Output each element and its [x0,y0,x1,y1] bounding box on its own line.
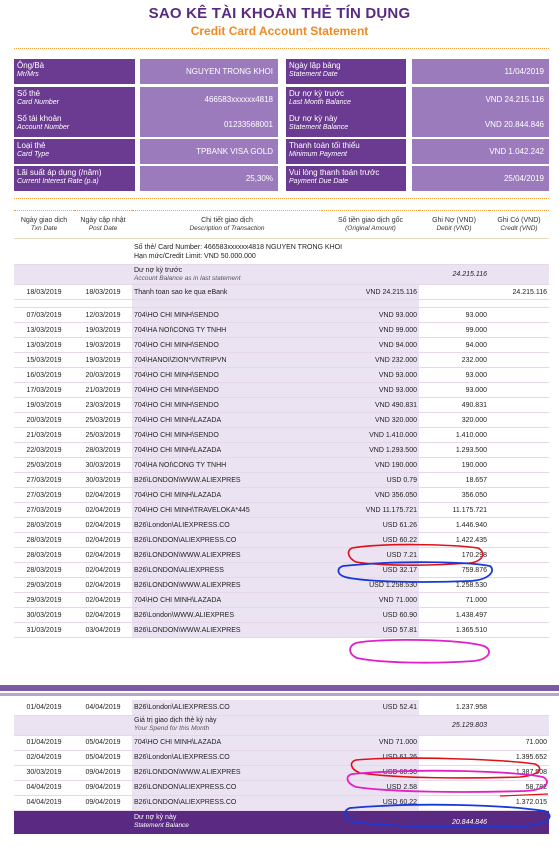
table-row [14,383,549,398]
original-amount-cell: VND 99.000 [322,323,419,338]
original-amount-cell: USD 60.90 [322,765,419,780]
summary-right-label-4 [286,166,406,191]
header-txn-date: Ngày giao dịch Txn Date [14,211,74,239]
txn-date-cell: 31/03/2019 [14,623,74,638]
credit-cell [489,353,549,368]
credit-cell [489,338,549,353]
debit-cell: 93.000 [419,368,489,383]
table-row [14,780,549,795]
summary-left-label-4 [14,166,135,191]
description-cell: B26\London\ALIEXPRESS.CO [132,700,322,715]
post-date-cell: 19/03/2019 [74,353,132,368]
txn-date-cell: 28/03/2019 [14,548,74,563]
debit-cell: 1.438.497 [419,608,489,623]
header-original-amount: Số tiền giao dịch gốc (Original Amount) [322,211,419,239]
closing-balance-row [14,810,549,834]
previous-balance-value: 24.215.116 [419,265,489,285]
magenta-circle-mark-1 [350,640,489,663]
table-row [14,353,549,368]
original-amount-cell: USD 61.26 [322,518,419,533]
card-info: Số thẻ/ Card Number: 466583xxxxxx4818 NGUYEN TRONG KHOI Hạn mức/Credit Limit: VND 50.000.000 [132,239,549,265]
post-date-cell: 02/04/2019 [74,563,132,578]
post-date-cell: 28/03/2019 [74,443,132,458]
summary-right-value-4: 25/04/2019 [412,166,549,191]
summary-left-value-2: 01233568001 [140,112,278,137]
debit-cell [419,285,489,300]
post-date-cell: 21/03/2019 [74,383,132,398]
debit-cell: 170.298 [419,548,489,563]
debit-cell: 99.000 [419,323,489,338]
original-amount-cell: VND 490.831 [322,398,419,413]
description-cell: B26\London\ALIEXPRESS.CO [132,518,322,533]
credit-cell [489,383,549,398]
credit-cell [489,578,549,593]
description-cell: B26\LONDON\WWW.ALIEXPRES [132,765,322,780]
post-date-cell: 19/03/2019 [74,323,132,338]
post-date-cell: 03/04/2019 [74,623,132,638]
debit-cell: 232.000 [419,353,489,368]
post-date-cell: 02/04/2019 [74,578,132,593]
summary-left-label-2 [14,112,135,137]
original-amount-cell: VND 24.215.116 [322,285,419,300]
table-spacer [14,300,549,308]
description-cell: 704\HO CHI MINH\SENDO [132,383,322,398]
table-row [14,285,549,300]
txn-date-cell: 04/04/2019 [14,795,74,810]
post-date-cell: 02/04/2019 [74,548,132,563]
post-date-cell: 04/04/2019 [74,700,132,715]
txn-date-cell: 13/03/2019 [14,323,74,338]
summary-label-text: Số tài khoản [17,114,62,123]
debit-cell: 356.050 [419,488,489,503]
debit-cell: 1.365.510 [419,623,489,638]
summary-label-sub: Current Interest Rate (p.a) [17,178,99,185]
closing-balance-value: 20.844.846 [419,810,489,834]
txn-date-cell: 27/03/2019 [14,488,74,503]
summary-label-sub: Mr/Mrs [17,71,39,78]
table-row [14,458,549,473]
table-row [14,623,549,638]
credit-cell [489,503,549,518]
txn-date-cell: 01/04/2019 [14,735,74,750]
credit-cell [489,473,549,488]
table-row [14,398,549,413]
debit-cell [419,750,489,765]
table-row [14,443,549,458]
description-cell: Thanh toan sao ke qua eBank [132,285,322,300]
card-info-row [14,239,549,265]
description-cell: 704\HO CHI MINH\LAZADA [132,413,322,428]
credit-cell [489,608,549,623]
table-row [14,765,549,780]
txn-date-cell: 30/03/2019 [14,608,74,623]
txn-date-cell: 27/03/2019 [14,473,74,488]
original-amount-cell: VND 1.293.500 [322,443,419,458]
table-row [14,593,549,608]
description-cell: B26\LONDON\ALIEXPRESS.CO [132,780,322,795]
summary-right-value-1: VND 24.215.116 [412,87,549,112]
debit-cell: 71.000 [419,593,489,608]
description-cell: 704\HO CHI MINH\LAZADA [132,443,322,458]
summary-label-sub: Card Number [17,99,60,106]
table-row [14,323,549,338]
txn-date-cell: 17/03/2019 [14,383,74,398]
summary-label-sub: Account Number [17,124,70,131]
debit-cell: 320.000 [419,413,489,428]
description-cell: 704\HO CHI MINH\LAZADA [132,593,322,608]
debit-cell [419,735,489,750]
credit-cell [489,398,549,413]
original-amount-cell: VND 71.000 [322,735,419,750]
credit-cell [489,428,549,443]
txn-date-cell: 21/03/2019 [14,428,74,443]
description-cell: 704\HO CHI MINH\SENDO [132,398,322,413]
original-amount-cell: VND 11.175.721 [322,503,419,518]
original-amount-cell: VND 232.000 [322,353,419,368]
description-cell: B26\London\WWW.ALIEXPRES [132,608,322,623]
txn-date-cell: 07/03/2019 [14,308,74,323]
closing-balance-label: Dư nợ kỳ này Statement Balance [132,810,322,834]
table-row [14,428,549,443]
summary-label-text: Dư nợ kỳ này [289,114,338,123]
summary-right-value-2: VND 20.844.846 [412,112,549,137]
summary-right-label-1 [286,87,406,112]
txn-date-cell: 25/03/2019 [14,458,74,473]
post-date-cell: 02/04/2019 [74,488,132,503]
table-row [14,563,549,578]
original-amount-cell: VND 71.000 [322,593,419,608]
description-cell: 704\HO CHI MINH\LAZADA [132,735,322,750]
credit-cell: 1.387.508 [489,765,549,780]
txn-date-cell: 01/04/2019 [14,700,74,715]
description-cell: B26\LONDON\ALIEXPRESS.CO [132,533,322,548]
summary-label-sub: Card Type [17,151,50,158]
debit-cell: 11.175.721 [419,503,489,518]
original-amount-cell: VND 190.000 [322,458,419,473]
summary-left-label-3 [14,139,135,164]
previous-balance-row [14,265,549,285]
summary-left-value-3: TPBANK VISA GOLD [140,139,278,164]
txn-date-cell: 18/03/2019 [14,285,74,300]
original-amount-cell: USD 60.22 [322,533,419,548]
header-description: Chi tiết giao dịch Description of Transaction [132,211,322,239]
txn-date-cell: 04/04/2019 [14,780,74,795]
credit-cell [489,443,549,458]
txn-date-cell: 20/03/2019 [14,413,74,428]
post-date-cell: 02/04/2019 [74,503,132,518]
post-date-cell: 30/03/2019 [74,458,132,473]
description-cell: B26\LONDON\WWW.ALIEXPRES [132,623,322,638]
table-row [14,608,549,623]
txn-date-cell: 29/03/2019 [14,593,74,608]
debit-cell: 190.000 [419,458,489,473]
transactions-table-continued [14,700,549,834]
description-cell: 704\HO CHI MINH\SENDO [132,338,322,353]
table-row [14,308,549,323]
summary-label-sub: Minimum Payment [289,151,347,158]
original-amount-cell: VND 93.000 [322,368,419,383]
debit-cell: 93.000 [419,308,489,323]
page-break-bar-light [0,693,559,696]
table-row [14,488,549,503]
credit-cell [489,533,549,548]
table-row [14,578,549,593]
credit-cell [489,518,549,533]
post-date-cell: 02/04/2019 [74,518,132,533]
post-date-cell: 23/03/2019 [74,398,132,413]
original-amount-cell: USD 2.58 [322,780,419,795]
table-row [14,338,549,353]
credit-cell: 1.395.652 [489,750,549,765]
txn-date-cell: 28/03/2019 [14,533,74,548]
table-row [14,700,549,715]
table-row [14,503,549,518]
txn-date-cell: 22/03/2019 [14,443,74,458]
summary-label-text: Ngày lập bảng [289,61,341,70]
txn-date-cell: 19/03/2019 [14,398,74,413]
description-cell: B26\London\ALIEXPRESS.CO [132,750,322,765]
summary-label-text: Ông/Bà [17,61,45,70]
credit-cell [489,308,549,323]
post-date-cell: 09/04/2019 [74,780,132,795]
credit-cell [489,323,549,338]
debit-cell: 18.657 [419,473,489,488]
description-cell: B26\LONDON\ALIEXPRESS.CO [132,795,322,810]
post-date-cell: 05/04/2019 [74,735,132,750]
debit-cell: 759.876 [419,563,489,578]
credit-cell [489,593,549,608]
original-amount-cell: USD 61.26 [322,750,419,765]
txn-date-cell: 13/03/2019 [14,338,74,353]
txn-date-cell: 15/03/2019 [14,353,74,368]
spend-row [14,715,549,735]
summary-right-value-3: VND 1.042.242 [412,139,549,164]
credit-cell [489,700,549,715]
description-cell: 704\HO CHI MINH\SENDO [132,308,322,323]
debit-cell: 1.410.000 [419,428,489,443]
original-amount-cell: USD 60.22 [322,795,419,810]
statement-title-en: Credit Card Account Statement [190,24,369,38]
debit-cell: 94.000 [419,338,489,353]
table-row [14,368,549,383]
summary-right-label-0 [286,59,406,84]
original-amount-cell: USD 57.81 [322,623,419,638]
summary-right-label-3 [286,139,406,164]
summary-label-text: Số thẻ [17,89,41,98]
post-date-cell: 05/04/2019 [74,750,132,765]
txn-date-cell: 28/03/2019 [14,518,74,533]
debit-cell: 1.422.435 [419,533,489,548]
credit-cell [489,368,549,383]
post-date-cell: 30/03/2019 [74,473,132,488]
transactions-table [14,210,549,638]
summary-left-value-0: NGUYEN TRONG KHOI [140,59,278,84]
debit-cell: 93.000 [419,383,489,398]
original-amount-cell: VND 93.000 [322,383,419,398]
debit-cell [419,780,489,795]
original-amount-cell: USD 52.41 [322,700,419,715]
summary-label-text: Vui lòng thanh toán trước [289,168,380,177]
debit-cell: 1.446.940 [419,518,489,533]
credit-cell [489,563,549,578]
credit-cell: 24.215.116 [489,285,549,300]
summary-left-label-0 [14,59,135,84]
txn-date-cell: 29/03/2019 [14,578,74,593]
credit-cell [489,548,549,563]
summary-left-value-4: 25,30% [140,166,278,191]
table-row [14,750,549,765]
debit-cell [419,765,489,780]
original-amount-cell: USD 1.258.530 [322,578,419,593]
summary-label-text: Dư nợ kỳ trước [289,89,344,98]
table-row [14,735,549,750]
description-cell: 704\HO CHI MINH\LAZADA [132,488,322,503]
debit-cell: 1.293.500 [419,443,489,458]
original-amount-cell: VND 320.000 [322,413,419,428]
table-row [14,413,549,428]
txn-date-cell: 27/03/2019 [14,503,74,518]
txn-date-cell: 02/04/2019 [14,750,74,765]
txn-date-cell: 28/03/2019 [14,563,74,578]
txn-date-cell: 30/03/2019 [14,765,74,780]
original-amount-cell: VND 94.000 [322,338,419,353]
description-cell: B26\LONDON\WWW.ALIEXPRES [132,548,322,563]
description-cell: B26\LONDON\WWW.ALIEXPRES [132,578,322,593]
spend-value: 25.129.803 [419,715,489,735]
summary-left-value-1: 466583xxxxxx4818 [140,87,278,112]
top-divider [14,48,549,49]
description-cell: 704\HO CHI MINH\SENDO [132,428,322,443]
post-date-cell: 02/04/2019 [74,608,132,623]
credit-cell [489,623,549,638]
table-row [14,518,549,533]
description-cell: 704\HA NOI\CONG TY TNHH [132,323,322,338]
summary-divider [14,198,549,199]
summary-label-text: Thanh toán tối thiểu [289,141,360,150]
summary-label-sub: Statement Date [289,71,338,78]
summary-label-sub: Payment Due Date [289,178,349,185]
post-date-cell: 09/04/2019 [74,765,132,780]
post-date-cell: 25/03/2019 [74,413,132,428]
previous-balance-label: Dư nợ kỳ trước Account Balance as in last statement [132,265,322,285]
spend-label: Giá trị giao dịch thẻ kỳ này Your Spend for this Month [132,715,322,735]
credit-cell: 1.372.015 [489,795,549,810]
post-date-cell: 19/03/2019 [74,338,132,353]
credit-cell [489,413,549,428]
original-amount-cell: VND 356.050 [322,488,419,503]
header-debit: Ghi Nợ (VND) Debit (VND) [419,211,489,239]
summary-label-text: Loại thẻ [17,141,46,150]
summary-right-label-2 [286,112,406,137]
summary-right-value-0: 11/04/2019 [412,59,549,84]
credit-cell: 71.000 [489,735,549,750]
original-amount-cell: USD 32.17 [322,563,419,578]
table-row [14,473,549,488]
post-date-cell: 18/03/2019 [74,285,132,300]
description-cell: 704\HANOI\ZION*VNTRIPVN [132,353,322,368]
credit-cell [489,458,549,473]
statement-title-vn: SAO KÊ TÀI KHOẢN THẺ TÍN DỤNG [148,5,411,22]
summary-label-text: Lãi suất áp dụng (/năm) [17,168,102,177]
credit-cell [489,488,549,503]
post-date-cell: 25/03/2019 [74,428,132,443]
txn-date-cell: 16/03/2019 [14,368,74,383]
page-break-bar [0,685,559,691]
original-amount-cell: USD 0.79 [322,473,419,488]
debit-cell [419,795,489,810]
post-date-cell: 02/04/2019 [74,593,132,608]
table-row [14,795,549,810]
debit-cell: 1.258.530 [419,578,489,593]
summary-label-sub: Last Month Balance [289,99,351,106]
post-date-cell: 02/04/2019 [74,533,132,548]
description-cell: B26\LONDON\WWW.ALIEXPRES [132,473,322,488]
original-amount-cell: VND 93.000 [322,308,419,323]
description-cell: B26\LONDON\ALIEXPRESS [132,563,322,578]
table-row [14,548,549,563]
table-header [14,211,549,239]
description-cell: 704\HO CHI MINH\TRAVELOKA*445 [132,503,322,518]
header-post-date: Ngày cập nhật Post Date [74,211,132,239]
original-amount-cell: USD 7.21 [322,548,419,563]
original-amount-cell: VND 1.410.000 [322,428,419,443]
credit-cell: 58.782 [489,780,549,795]
description-cell: 704\HA NOI\CONG TY TNHH [132,458,322,473]
debit-cell: 1.237.958 [419,700,489,715]
debit-cell: 490.831 [419,398,489,413]
post-date-cell: 20/03/2019 [74,368,132,383]
original-amount-cell: USD 60.90 [322,608,419,623]
summary-label-sub: Statement Balance [289,124,349,131]
table-row [14,533,549,548]
summary-left-label-1 [14,87,135,112]
header-credit: Ghi Có (VND) Credit (VND) [489,211,549,239]
post-date-cell: 12/03/2019 [74,308,132,323]
description-cell: 704\HO CHI MINH\SENDO [132,368,322,383]
post-date-cell: 09/04/2019 [74,795,132,810]
